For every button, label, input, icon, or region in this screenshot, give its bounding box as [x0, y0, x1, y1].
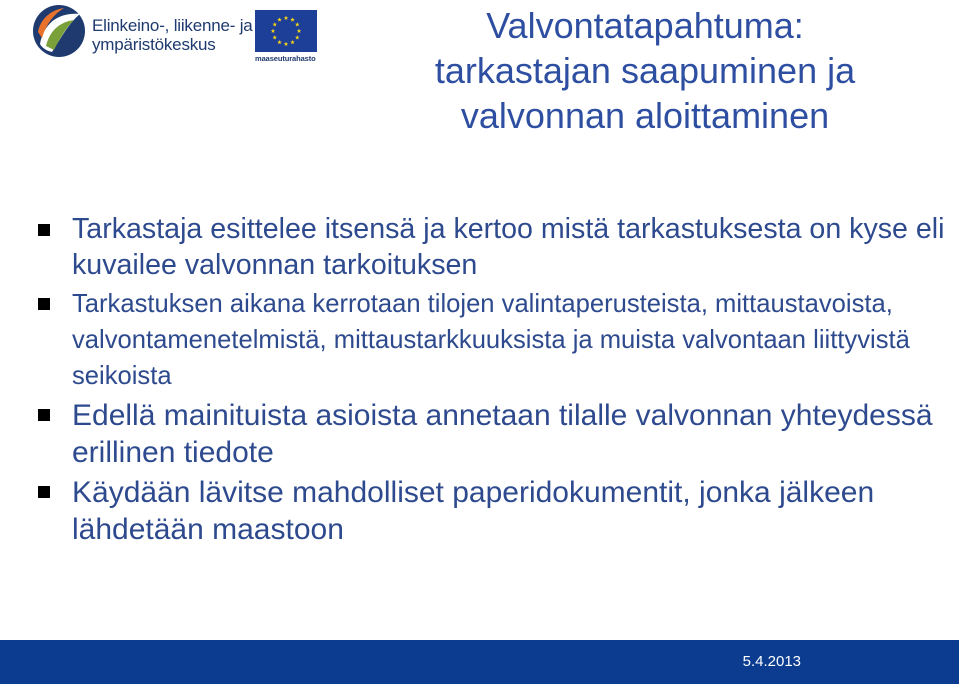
slide-title-line-1: Valvontatapahtuma: [486, 5, 804, 46]
bullet-text: Tarkastuksen aikana kerrotaan tilojen valintaperusteista, mittaustavoista, valvontamenetelmistä, mittaustarkkuuksista ja muista valvontaan liittyvistä seikoista [72, 290, 910, 390]
eu-flag-logo [255, 10, 317, 62]
slide-title [340, 3, 950, 138]
square-bullet-icon [38, 224, 50, 236]
slide-title-line-3: valvonnan aloittaminen [460, 95, 830, 136]
bullet-list [36, 212, 951, 551]
footer-bar [0, 640, 959, 684]
ely-keskus-wordmark [92, 16, 253, 54]
bullet-item-3 [36, 397, 951, 471]
square-bullet-icon [38, 298, 50, 310]
ely-leaf-icon [30, 2, 88, 60]
square-bullet-icon [38, 486, 50, 498]
ely-keskus-logo [30, 2, 253, 60]
ely-keskus-wordmark-line-1: Elinkeino-, liikenne- ja [92, 16, 253, 35]
bullet-text: Tarkastaja esittelee itsensä ja kertoo mistä tarkastuksesta on kyse eli kuvailee valvonnan tarkoituksen [72, 213, 945, 281]
bullet-item-4 [36, 474, 951, 548]
bullet-text: Käydään lävitse mahdolliset paperidokumentit, jonka jälkeen lähdetään maastoon [72, 476, 875, 546]
slide-title-line-2: tarkastajan saapuminen ja [434, 50, 856, 91]
eu-flag-icon [255, 10, 317, 52]
ely-keskus-wordmark-line-2: ympäristökeskus [92, 35, 216, 54]
bullet-text: Edellä mainituista asioista annetaan tilalle valvonnan yhteydessä erillinen tiedote [72, 399, 933, 469]
bullet-item-1 [36, 212, 951, 283]
bullet-item-2 [36, 286, 951, 394]
eu-flag-caption: maaseuturahasto [255, 54, 316, 63]
square-bullet-icon [38, 409, 50, 421]
footer-date: 5.4.2013 [742, 653, 801, 670]
